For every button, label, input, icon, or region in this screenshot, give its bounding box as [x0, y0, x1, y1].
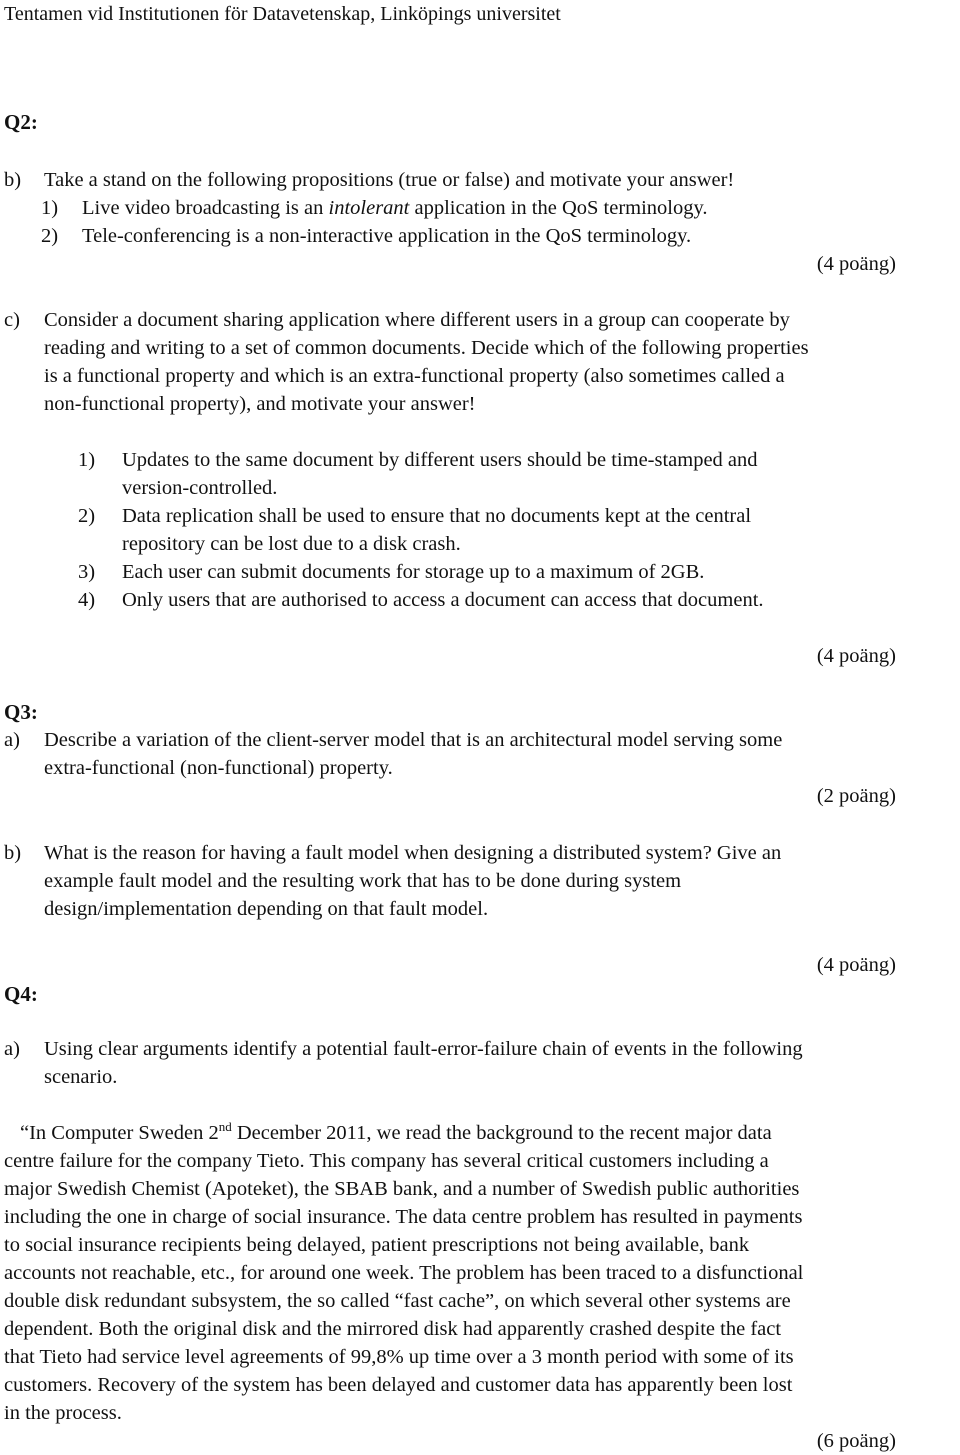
q2-c-points: (4 poäng) [816, 645, 896, 667]
q3-a-label: a) [4, 729, 20, 751]
q3-a-points: (2 poäng) [816, 785, 896, 807]
question-q4-title: Q4: [4, 982, 38, 1006]
page-header: Tentamen vid Institutionen för Datavetenskap, Linköpings universitet [4, 3, 561, 25]
q2-b-item-1-num: 1) [41, 197, 59, 219]
q3-b-text: What is the reason for having a fault model when designing a distributed system? Give an example fault model and the resulting work that has to be done during system design/implementation depending on that fault model. [44, 842, 782, 920]
q3-b-label: b) [4, 842, 22, 864]
q4-scenario-first-line: “In Computer Sweden 2nd December 2011, we read the background to the recent major data [20, 1119, 772, 1144]
q2-b-item-2-num: 2) [41, 225, 59, 247]
q2-b-item-1-text: Live video broadcasting is an intolerant application in the QoS terminology. [82, 197, 708, 219]
question-q2-title: Q2: [4, 110, 38, 134]
q2-c-item-4-text: Only users that are authorised to access a document can access that document. [122, 589, 764, 611]
q2-b-label: b) [4, 169, 22, 191]
q2-c-item-4-num: 4) [78, 589, 96, 611]
q4-scenario-quote: “In Computer Sweden 2nd December 2011, we read the background to the recent major data centre failure for the company Tieto. This company has several critical customers including a major Swedish Chemist (Apoteket), the SBAB bank, and a number of Swedish public authorities including the one in charge of social insurance. The data centre problem has resulted in payments to social insurance recipients being delayed, patient prescriptions not being available, bank accounts not reachable, etc., for around one week. The problem has been traced to a disfunctional double disk redundant subsystem, the so called “fast cache”, on which several other systems are dependent. Both the original disk and the mirrored disk had apparently crashed despite the fact that Tieto had service level agreements of 99,8% up time over a 3 month period with some of its customers. Recovery of the system has been delayed and customer data has apparently been lost in the process. [4, 1119, 960, 1427]
q4-a-text: Using clear arguments identify a potential fault-error-failure chain of events in the following scenario. [44, 1038, 803, 1088]
q2-b-text: Take a stand on the following propositions (true or false) and motivate your answer! [44, 169, 735, 191]
q2-c-item-2-text: Data replication shall be used to ensure that no documents kept at the central repository can be lost due to a disk crash. [122, 505, 752, 555]
q4-points: (6 poäng) [816, 1430, 896, 1452]
q2-c-item-1-num: 1) [78, 449, 96, 471]
q2-b-item-2-text: Tele-conferencing is a non-interactive application in the QoS terminology. [82, 225, 692, 247]
q2-c-item-3-text: Each user can submit documents for storage up to a maximum of 2GB. [122, 561, 705, 583]
q3-a-text: Describe a variation of the client-server model that is an architectural model serving some extra-functional (non-functional) property. [44, 729, 783, 779]
q4-a-label: a) [4, 1038, 20, 1060]
q2-c-label: c) [4, 309, 20, 331]
question-q3-title: Q3: [4, 700, 38, 724]
q2-c-item-2-num: 2) [78, 505, 96, 527]
q2-c-item-3-num: 3) [78, 561, 96, 583]
q2-c-item-1-text: Updates to the same document by different users should be time-stamped and version-controlled. [122, 449, 758, 499]
q2-b-points: (4 poäng) [816, 253, 896, 275]
q2-c-text: Consider a document sharing application where different users in a group can cooperate by reading and writing to a set of common documents. Decide which of the following properties is a functional property and which is an extra-functional property (also sometimes called a non-functional property), and motivate your answer! [44, 309, 809, 415]
q3-b-points: (4 poäng) [816, 954, 896, 976]
